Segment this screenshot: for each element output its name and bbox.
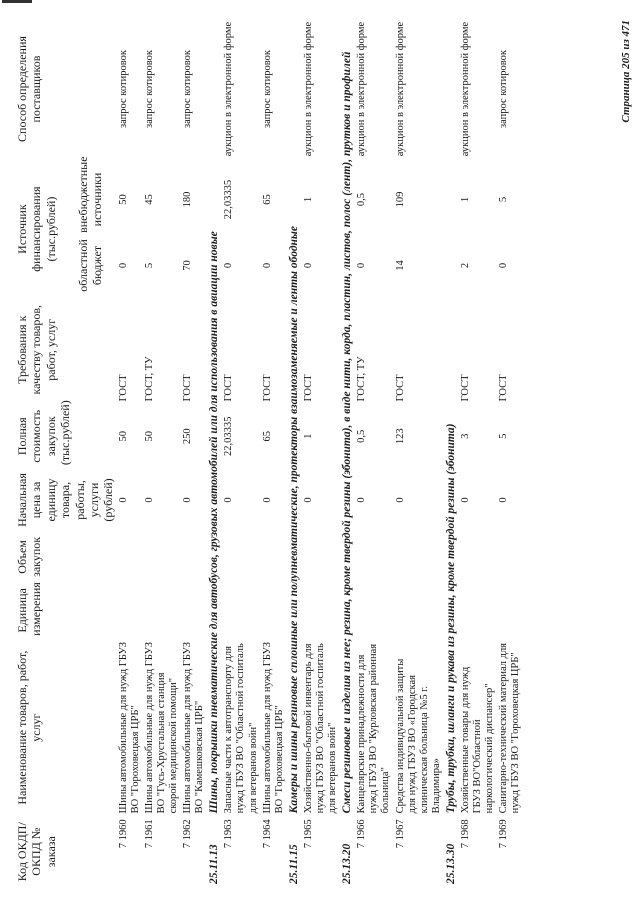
volume-cell — [181, 532, 207, 582]
header-funding-source: Источник финансирования (тыс.рублей) — [15, 186, 58, 272]
unit-cell — [355, 582, 393, 639]
header-requirements: Требования к качеству товаров, работ, услуг — [15, 304, 58, 395]
section-code: 25.13.30 — [444, 843, 457, 884]
method-cell: аукцион в электронной форме — [223, 21, 235, 157]
requirements-cell: ГОСТ — [394, 374, 406, 402]
unit-cell — [261, 582, 287, 639]
requirements-cell: ГОСТ — [223, 374, 235, 402]
page-number: Страница 205 из 471 — [620, 20, 632, 123]
requirements-cell: ГОСТ — [117, 374, 129, 402]
unit-cell — [117, 582, 143, 639]
section-code: 25.11.15 — [287, 844, 300, 884]
item-name: Хозяйственно-бытовой инвентарь для нужд ГБУЗ ВО "Областной госпиталь для ветеранов войн" — [302, 643, 339, 814]
volume-cell — [459, 532, 497, 582]
requirements-cell: ГОСТ — [182, 374, 194, 402]
section-title: Трубы, трубки, шланги и рукава из резины, кроме твердой резины (эбонита) — [444, 423, 457, 814]
total-cost-cell: 22,03335 — [223, 416, 235, 456]
table-row — [117, 15, 143, 887]
total-cost-cell: 1 — [302, 433, 314, 439]
header-total: Полная стоимость закупок (тыс.рублей) — [15, 400, 73, 466]
regional-budget-cell: 5 — [143, 262, 155, 269]
item-name: Шины автомобильные для нужд ГБУЗ ВО "Камешковская ЦРБ" — [182, 641, 206, 814]
section-title: Камеры и шины резиновые сплошные или полупневматические, протекторы взаимозаменяемые и ленты ободные — [287, 226, 300, 814]
order-code: 7 1962 — [182, 819, 194, 849]
regional-budget-cell: 14 — [394, 260, 406, 271]
unit-cell — [302, 582, 340, 639]
table-row — [394, 15, 444, 887]
section-code: 25.13.20 — [341, 843, 354, 884]
extra-budget-cell: 45 — [143, 194, 155, 205]
total-cost-cell: 250 — [182, 428, 194, 445]
unit-cell — [181, 582, 207, 639]
method-cell: запрос котировок — [143, 50, 155, 129]
volume-cell — [261, 532, 287, 582]
total-cost-cell: 0,5 — [356, 429, 368, 443]
method-cell: аукцион в электронной форме — [302, 21, 314, 157]
unit-price-cell: 0 — [182, 497, 194, 503]
extra-budget-cell: 50 — [117, 194, 129, 205]
regional-budget-cell: 0 — [498, 262, 510, 269]
order-code: 7 1969 — [498, 819, 510, 849]
requirements-cell: ГОСТ — [261, 374, 273, 402]
extra-budget-cell: 0,5 — [356, 192, 368, 207]
table-header — [14, 15, 117, 887]
method-cell: аукцион в электронной форме — [459, 21, 471, 157]
requirements-cell: ГОСТ — [498, 374, 510, 402]
order-code: 7 1960 — [117, 819, 129, 849]
section-row — [287, 15, 302, 887]
extra-budget-cell: 1 — [302, 196, 314, 203]
volume-cell — [394, 532, 444, 582]
unit-price-cell: 0 — [498, 497, 510, 503]
header-name: Наименование товаров, работ, услуг — [15, 650, 44, 805]
item-name: Средства индивидуальной защиты для нужд ГБУЗ ВО «Городская клиническая больница №5 г. Владимира» — [394, 658, 442, 814]
item-name: Хозяйственные товары для нужд ГБУЗ ВО"Областной наркологический диспансер" — [459, 666, 496, 814]
table-row — [222, 15, 260, 887]
volume-cell — [143, 532, 181, 582]
requirements-cell: ГОСТ, ТУ — [356, 356, 368, 402]
order-code: 7 1965 — [302, 819, 314, 849]
total-cost-cell: 50 — [143, 431, 155, 442]
header-regional-budget: областной бюджет — [76, 239, 105, 292]
header-unit-price: Начальная цена за единицу товара, работы, услуги (рублей) — [15, 473, 116, 527]
item-name: Запасные части к автотранспорту для нужд ГБУЗ ВО "Областной госпиталь для ветеранов войн" — [223, 643, 259, 814]
unit-price-cell: 0 — [302, 497, 314, 503]
total-cost-cell: 3 — [459, 433, 471, 439]
method-cell: аукцион в электронной форме — [394, 21, 406, 157]
order-code: 7 1966 — [356, 819, 368, 849]
table-row — [355, 15, 393, 887]
unit-price-cell: 0 — [394, 497, 406, 503]
unit-price-cell: 0 — [117, 497, 129, 503]
regional-budget-cell: 0 — [302, 262, 314, 269]
method-cell: запрос котировок — [182, 50, 194, 129]
extra-budget-cell: 22,03335 — [223, 179, 235, 220]
total-cost-cell: 50 — [117, 431, 129, 442]
unit-price-cell: 0 — [356, 497, 368, 503]
item-name: Шины автомобильные для нужд ГБУЗ ВО "Гороховецкая ЦРБ" — [117, 641, 141, 814]
method-cell: запрос котировок — [117, 50, 129, 129]
item-name: Шины автомобильные для нужд ГБУЗ ВО "Гороховецкая ЦРБ" — [261, 641, 285, 814]
section-row — [340, 15, 355, 887]
volume-cell — [302, 532, 340, 582]
total-cost-cell: 65 — [261, 431, 273, 442]
table-row — [261, 15, 287, 887]
order-code: 7 1961 — [143, 819, 155, 849]
requirements-cell: ГОСТ, ТУ — [143, 356, 155, 402]
unit-cell — [497, 582, 523, 639]
regional-budget-cell: 2 — [459, 262, 471, 269]
unit-cell — [143, 582, 181, 639]
header-unit: Единица измерения — [15, 582, 44, 636]
table-row — [459, 15, 497, 887]
method-cell: запрос котировок — [261, 50, 273, 129]
regional-budget-cell: 0 — [223, 262, 235, 269]
section-code: 25.11.13 — [208, 844, 221, 884]
volume-cell — [497, 532, 523, 582]
extra-budget-cell: 5 — [498, 196, 510, 203]
section-title: Шины, покрышки пневматические для автобусов, грузовых автомобилей или для использования в авиации новые — [208, 231, 221, 814]
total-cost-cell: 123 — [394, 428, 406, 445]
requirements-cell: ГОСТ — [302, 374, 314, 402]
header-method: Способ определения поставщиков — [15, 36, 44, 142]
header-volume: Объем закупок — [15, 536, 44, 577]
requirements-cell: ГОСТ — [459, 374, 471, 402]
section-title: Смеси резиновые и изделия из нее; резина, кроме твердой резины (эбонита), в виде нити, корда, пластин, листов, полос (лент), прутков и профилей — [341, 51, 354, 814]
unit-price-cell: 0 — [261, 497, 273, 503]
order-code: 7 1964 — [261, 819, 273, 849]
regional-budget-cell: 0 — [117, 262, 129, 269]
unit-price-cell: 0 — [143, 497, 155, 503]
total-cost-cell: 5 — [498, 433, 510, 439]
section-row — [207, 15, 222, 887]
volume-cell — [355, 532, 393, 582]
method-cell: аукцион в электронной форме — [356, 21, 368, 157]
extra-budget-cell: 180 — [182, 191, 194, 208]
section-row — [444, 15, 459, 887]
item-name: Шины автомобильные для нужд ГБУЗ ВО "Гусь-Хрустальная станция скорой медицинской помощи" — [143, 641, 179, 814]
volume-cell — [222, 532, 260, 582]
method-cell: запрос котировок — [498, 50, 510, 129]
unit-price-cell: 0 — [459, 497, 471, 503]
unit-cell — [222, 582, 260, 639]
item-name: Канцелярские принадлежности для нужд ГБУЗ ВО "Курловская районная больница" — [356, 643, 392, 814]
table-row — [143, 15, 181, 887]
unit-price-cell: 0 — [223, 497, 235, 503]
unit-cell — [459, 582, 497, 639]
regional-budget-cell: 0 — [261, 262, 273, 269]
order-code: 7 1967 — [394, 819, 406, 849]
regional-budget-cell: 0 — [356, 262, 368, 269]
table-row — [497, 15, 523, 887]
regional-budget-cell: 70 — [182, 260, 194, 271]
extra-budget-cell: 65 — [261, 194, 273, 205]
table-row — [302, 15, 340, 887]
table-row — [181, 15, 207, 887]
procurement-table — [14, 15, 523, 887]
header-extra-budget: внебюджетные источники — [76, 156, 105, 233]
extra-budget-cell: 109 — [394, 191, 406, 208]
table-body — [117, 15, 524, 887]
item-name: Санитарно-технический материал для нужд ГБУЗ ВО "Гороховецкая ЦРБ" — [498, 642, 522, 814]
order-code: 7 1963 — [223, 819, 235, 849]
volume-cell — [117, 532, 143, 582]
header-code: Код ОКДП/ ОКПД № заказа — [15, 822, 58, 882]
unit-cell — [394, 582, 444, 639]
extra-budget-cell: 1 — [459, 196, 471, 203]
order-code: 7 1968 — [459, 819, 471, 849]
